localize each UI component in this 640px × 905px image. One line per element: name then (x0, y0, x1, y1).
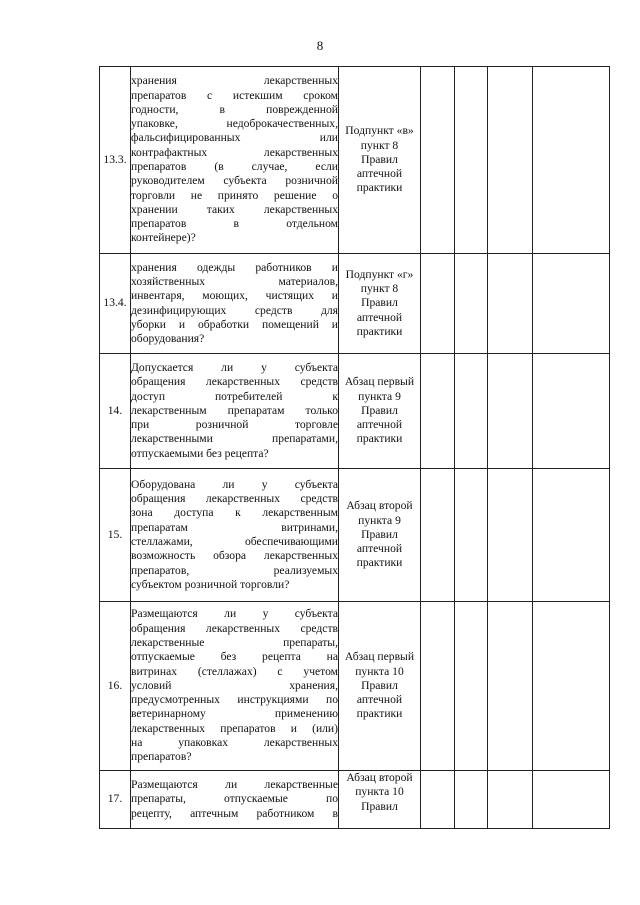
table-row (100, 354, 610, 469)
answer-cell (488, 771, 533, 829)
answer-cell (488, 254, 533, 354)
legal-reference-cell (339, 602, 421, 771)
question-line: лекарственными препаратами, (131, 432, 338, 446)
reference-line: аптечной (356, 542, 403, 556)
reference-line: практики (356, 432, 403, 446)
answer-cell (533, 67, 610, 254)
row-number: 16. (100, 602, 131, 771)
question-line: отпускаемые без рецепта на (131, 650, 338, 664)
question-line: Допускается ли у субъекта (131, 360, 338, 374)
legal-reference-cell (339, 469, 421, 602)
reference-line: аптечной (356, 693, 403, 707)
answer-cell (421, 469, 455, 602)
reference-line: практики (356, 181, 403, 195)
answer-cell (488, 602, 533, 771)
reference-line: пункт 8 (360, 282, 399, 296)
row-number: 15. (100, 469, 131, 602)
answer-cell (455, 602, 488, 771)
answer-cell (488, 67, 533, 254)
table-row (100, 602, 610, 771)
question-line: лекарственным препаратам только (131, 403, 338, 417)
question-line: при розничной торговле (131, 418, 338, 432)
question-line: ветеринарному применению (131, 707, 338, 721)
reference-line: Правил (361, 799, 398, 813)
question-line: препараты, отпускаемые по (131, 792, 338, 806)
reference-line: практики (356, 707, 403, 721)
answer-cell (455, 254, 488, 354)
legal-reference-cell (339, 67, 421, 254)
legal-reference-cell (339, 254, 421, 354)
answer-cell (533, 254, 610, 354)
question-line: обращения лекарственных средств (131, 621, 338, 635)
answer-cell (533, 354, 610, 469)
row-number: 14. (100, 354, 131, 469)
answer-cell (455, 469, 488, 602)
reference-line: Подпункт «г» (345, 267, 414, 281)
answer-cell (421, 602, 455, 771)
reference-line: пункта 10 (355, 664, 404, 678)
question-line: контрафактных лекарственных (131, 145, 338, 159)
question-line: на упаковках лекарственных (131, 736, 338, 750)
question-line: доступ потребителей к (131, 389, 338, 403)
question-line: препаратов? (131, 750, 192, 764)
question-line: рецепту, аптечным работником в (131, 806, 338, 820)
question-line: фальсифицированных или (131, 131, 338, 145)
question-line: субъектом розничной торговли? (131, 577, 290, 591)
reference-line: практики (356, 556, 403, 570)
question-line: препаратов (в случае, если (131, 160, 338, 173)
answer-cell (421, 771, 455, 829)
page-number: 8 (316, 38, 324, 53)
reference-line: Правил (361, 678, 398, 692)
question-cell (131, 771, 339, 829)
table-row (100, 469, 610, 602)
reference-line: Правил (361, 152, 398, 166)
question-line: контейнере)? (131, 231, 196, 245)
question-line: условий хранения, (131, 678, 338, 692)
table-row (100, 254, 610, 354)
answer-cell (455, 354, 488, 469)
row-number: 13.3. (100, 67, 131, 254)
reference-line: пункта 9 (358, 389, 401, 403)
question-line: стеллажами, обеспечивающими (131, 535, 338, 548)
question-line: обращения лекарственных средств (131, 492, 338, 506)
table-row (100, 771, 610, 829)
question-line: упаковке, недоброкачественных, (131, 117, 338, 131)
reference-line: Правил (361, 296, 398, 310)
question-line: руководителем субъекта розничной (131, 174, 338, 188)
question-line: уборки и обработки помещений и (131, 317, 338, 331)
question-line: витринах (стеллажах) с учетом (131, 664, 338, 678)
table-row (100, 67, 610, 254)
reference-line: Абзац второй (346, 771, 413, 784)
legal-reference-cell (339, 771, 421, 829)
question-line: инвентаря, моющих, чистящих и (131, 289, 338, 303)
question-cell (131, 602, 339, 771)
question-line: хранении таких лекарственных (131, 202, 338, 216)
reference-line: аптечной (356, 310, 403, 324)
reference-line: Подпункт «в» (345, 124, 414, 138)
answer-cell (421, 254, 455, 354)
question-line: Размещаются ли у субъекта (131, 607, 338, 621)
reference-line: Правил (361, 527, 398, 541)
reference-line: аптечной (356, 418, 403, 432)
question-line: препаратов, реализуемых (131, 563, 338, 577)
question-line: лекарственных препаратов и (или) (131, 721, 338, 735)
question-line: хранения лекарственных (131, 74, 338, 88)
question-line: зона доступа к лекарственным (131, 506, 338, 520)
question-line: предусмотренных инструкциями по (131, 693, 338, 707)
legal-reference-cell (339, 354, 421, 469)
question-line: годности, в поврежденной (131, 102, 338, 116)
reference-line: пункта 9 (358, 513, 401, 527)
answer-cell (421, 67, 455, 254)
question-line: хранения одежды работников и (131, 260, 338, 274)
question-line: оборудования? (131, 332, 205, 346)
question-cell (131, 67, 339, 254)
answer-cell (488, 469, 533, 602)
reference-line: Абзац первый (344, 650, 415, 664)
question-line: лекарственные препараты, (131, 635, 338, 649)
question-line: отпускаемыми без рецепта? (131, 446, 269, 460)
question-line: Размещаются ли лекарственные (131, 778, 338, 792)
answer-cell (533, 602, 610, 771)
answer-cell (455, 67, 488, 254)
checklist-table (99, 66, 610, 829)
reference-line: пункт 8 (360, 138, 399, 152)
answer-cell (421, 354, 455, 469)
question-line: препаратов с истекшим сроком (131, 88, 338, 102)
reference-line: Правил (361, 403, 398, 417)
question-cell (131, 469, 339, 602)
question-line: дезинфицирующих средств для (131, 303, 338, 317)
question-line: препаратов в отдельном (131, 217, 338, 231)
question-line: Оборудована ли у субъекта (131, 477, 338, 491)
question-cell (131, 354, 339, 469)
question-line: возможность обзора лекарственных (131, 549, 338, 563)
question-line: обращения лекарственных средств (131, 375, 338, 389)
reference-line: аптечной (356, 167, 403, 181)
answer-cell (533, 771, 610, 829)
question-line: торговли не принято решение о (131, 188, 338, 202)
reference-line: Абзац второй (346, 499, 413, 513)
reference-line: Абзац первый (344, 375, 415, 389)
row-number: 13.4. (100, 254, 131, 354)
answer-cell (533, 469, 610, 602)
answer-cell (488, 354, 533, 469)
reference-line: пункта 10 (355, 785, 404, 799)
answer-cell (455, 771, 488, 829)
question-line: хозяйственных материалов, (131, 274, 338, 288)
question-line: препаратам витринами, (131, 520, 338, 534)
question-cell (131, 254, 339, 354)
reference-line: практики (356, 324, 403, 338)
row-number: 17. (100, 771, 131, 829)
